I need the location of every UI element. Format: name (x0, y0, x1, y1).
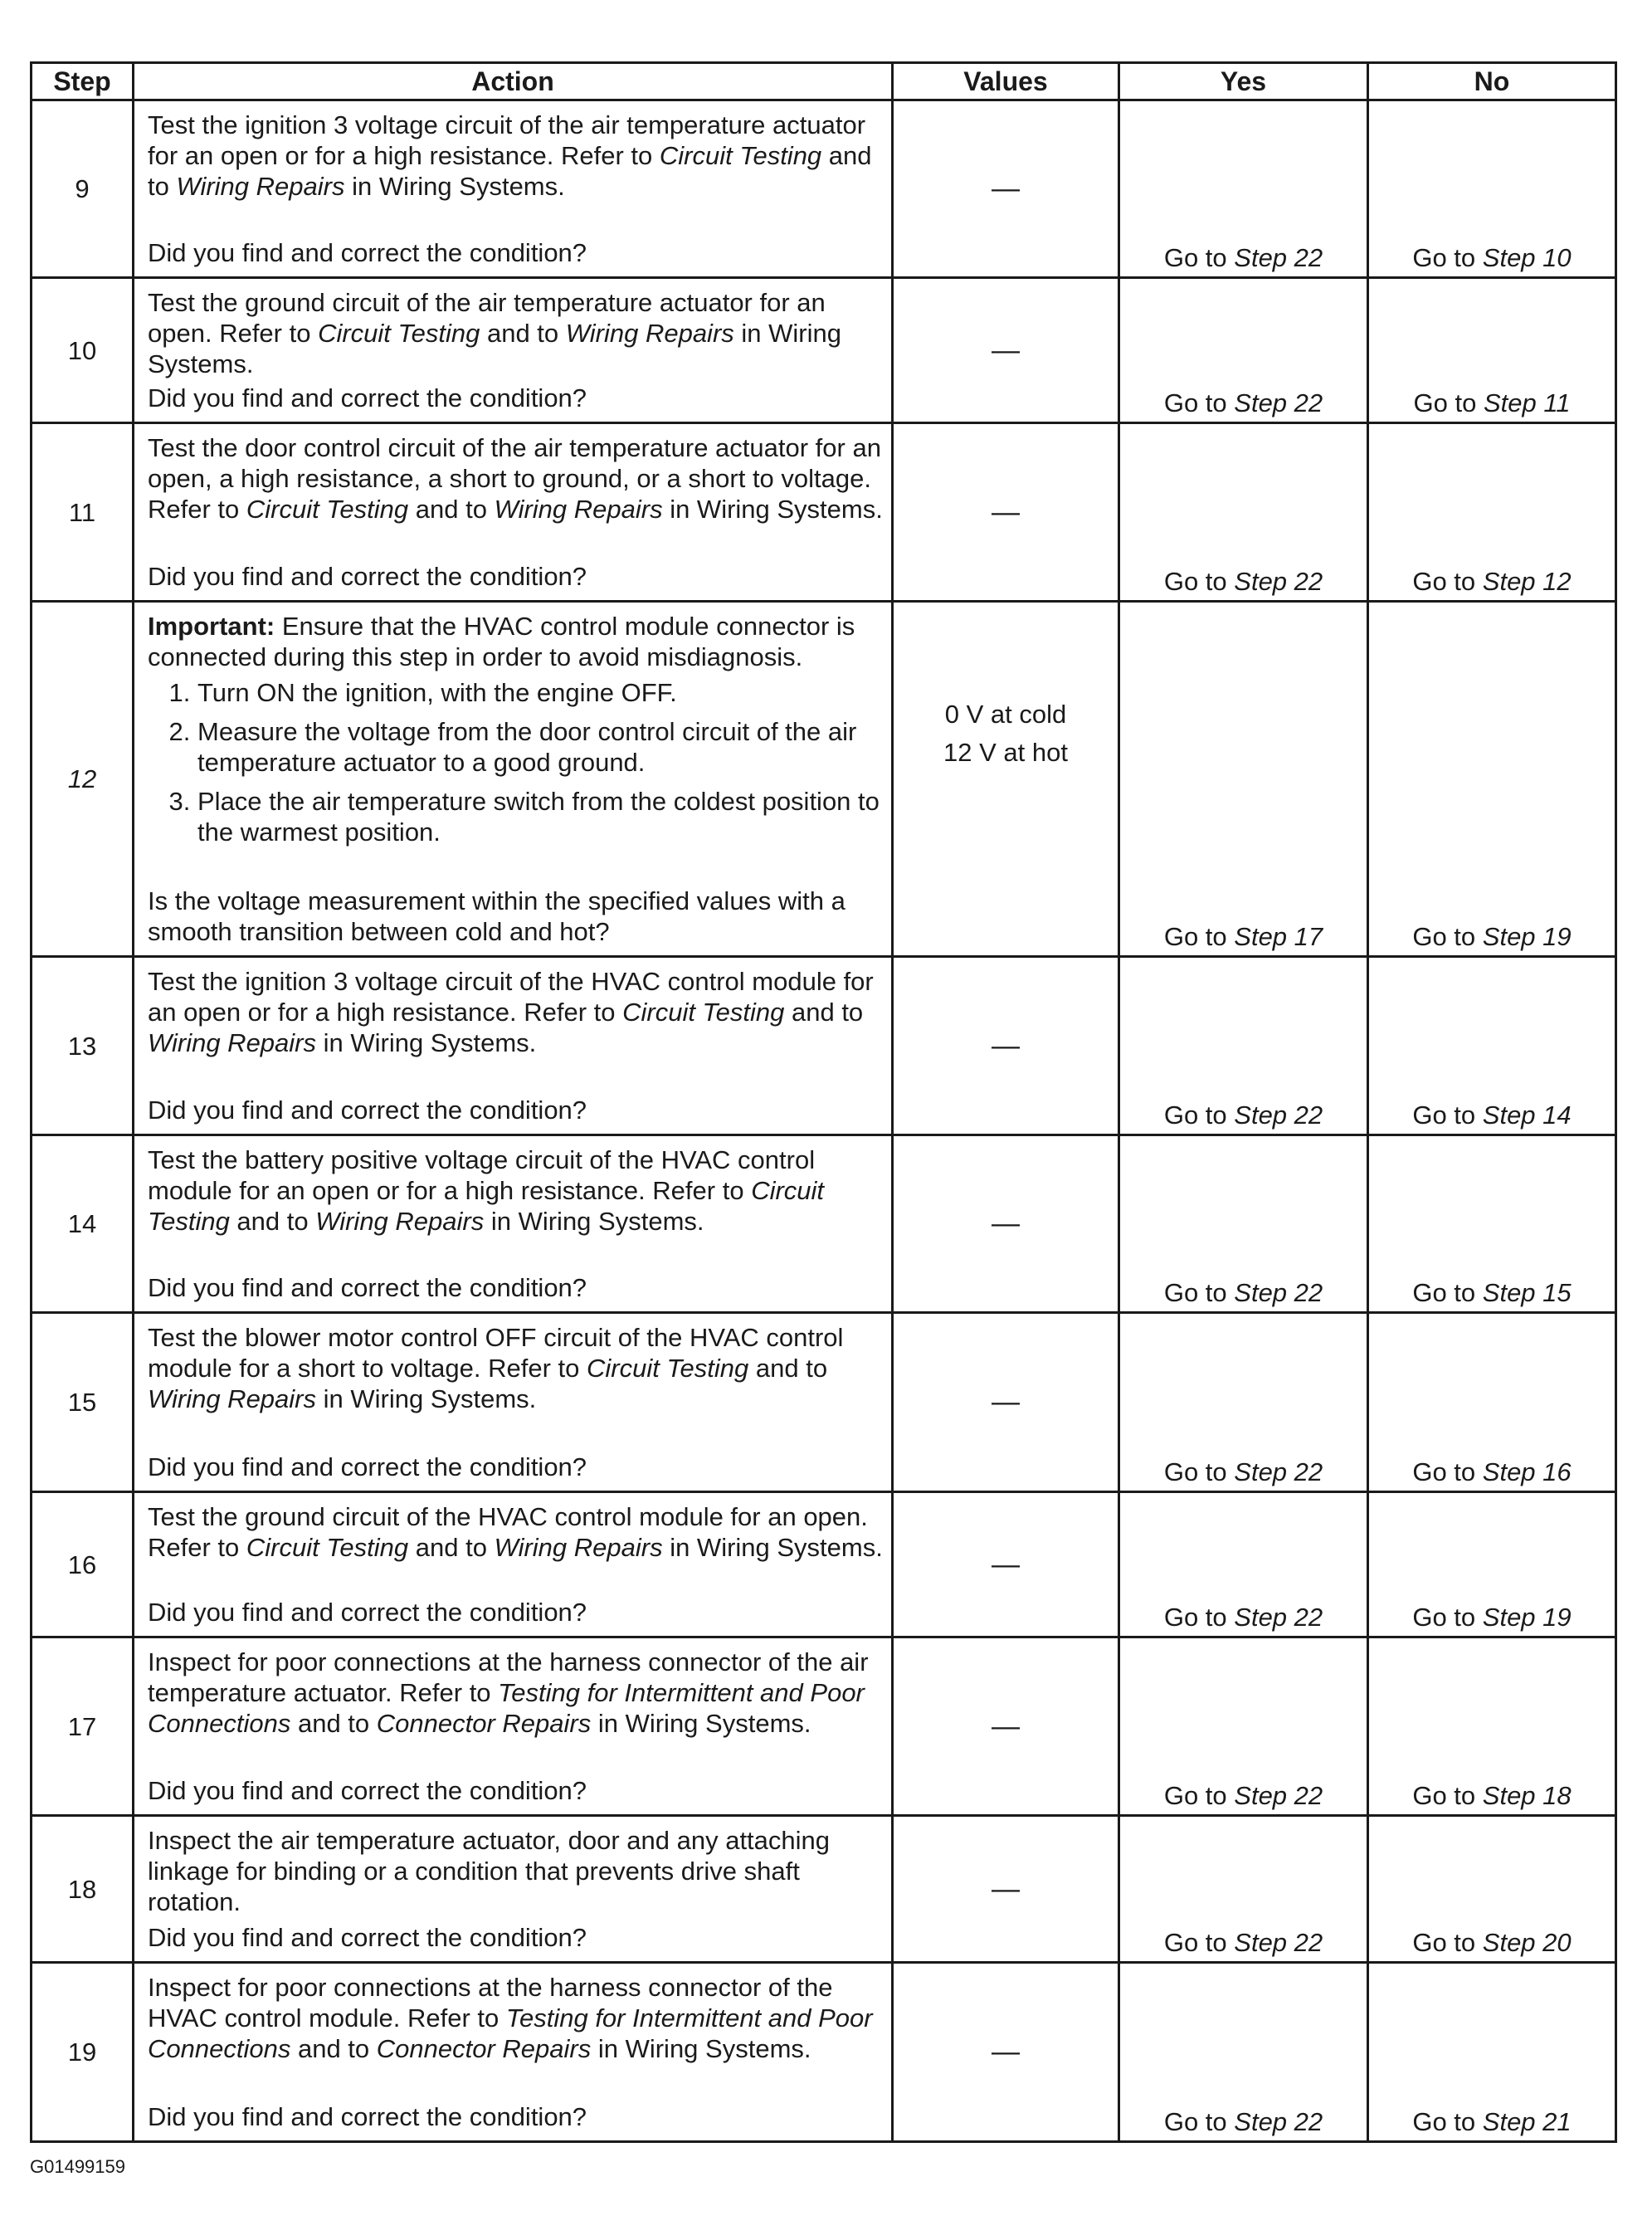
table-row (32, 957, 1616, 1135)
yes-goto-label: Go to (1163, 567, 1227, 596)
action-cell (134, 100, 893, 278)
no-cell (1368, 1492, 1616, 1637)
reference-link-text: Connector Repairs (376, 2034, 592, 2063)
action-cell (134, 1313, 893, 1492)
no-value-dash: — (992, 173, 1020, 204)
values-cell (893, 957, 1119, 1135)
step-number: 10 (32, 278, 134, 423)
action-content (148, 1501, 884, 1629)
yes-goto-step: Step 22 (1234, 2107, 1323, 2136)
header-values: Values (893, 63, 1119, 100)
action-content (148, 110, 884, 270)
no-goto-step: Step 20 (1482, 1928, 1572, 1957)
action-content (148, 611, 884, 949)
action-question: Did you find and correct the condition? (148, 1452, 587, 1481)
action-question: Did you find and correct the condition? (148, 2102, 587, 2131)
action-cell (134, 1492, 893, 1637)
reference-link-text: Circuit Testing (659, 141, 822, 170)
no-goto-label: Go to (1412, 243, 1476, 272)
values-cell (893, 1492, 1119, 1637)
step-number: 19 (32, 1963, 134, 2142)
no-cell (1368, 1637, 1616, 1816)
yes-cell (1119, 957, 1368, 1135)
reference-link-text: Wiring Repairs (565, 319, 734, 348)
diagnostic-table-container (30, 61, 1616, 2143)
table-header-row (32, 63, 1616, 100)
yes-goto-step: Step 22 (1234, 1457, 1323, 1486)
no-cell (1368, 423, 1616, 602)
action-question: Did you find and correct the condition? (148, 562, 587, 591)
substep-item: 2. Measure the voltage from the door control circuit of the air temperature actuator to a good ground. (197, 716, 884, 778)
no-value-dash: — (992, 1386, 1020, 1418)
action-content (148, 1144, 884, 1305)
header-step: Step (32, 63, 134, 100)
action-content (148, 432, 884, 593)
no-cell (1368, 1135, 1616, 1313)
step-number: 18 (32, 1816, 134, 1963)
step-number: 15 (32, 1313, 134, 1492)
reference-link-text: Circuit Testing (318, 319, 480, 348)
yes-cell (1119, 1492, 1368, 1637)
no-value-dash: — (992, 1872, 1020, 1905)
no-goto-label: Go to (1412, 1100, 1476, 1130)
action-text: Test the ground circuit of the HVAC control module for an open. Refer to Circuit Testing and to Wiring Repairs in Wiring Systems. (148, 1502, 883, 1562)
no-goto-label: Go to (1412, 567, 1476, 596)
values-cell (893, 100, 1119, 278)
yes-goto-step: Step 22 (1234, 1100, 1323, 1130)
no-cell (1368, 278, 1616, 423)
values-cell (893, 1816, 1119, 1963)
table-row (32, 278, 1616, 423)
action-cell (134, 278, 893, 423)
values-cell (893, 1313, 1119, 1492)
no-value-dash: — (992, 334, 1020, 366)
no-goto-step: Step 18 (1482, 1781, 1572, 1810)
values-cell (893, 1135, 1119, 1313)
action-text: Test the ground circuit of the air temperature actuator for an open. Refer to Circuit Testing and to Wiring Repairs in Wiring Systems. (148, 288, 841, 378)
action-text: Test the battery positive voltage circuit of the HVAC control module for an open or for a high resistance. Refer to Circuit Testing and to Wiring Repairs in Wiring Systems. (148, 1145, 825, 1236)
no-goto-label: Go to (1412, 1603, 1476, 1632)
action-question: Did you find and correct the condition? (148, 238, 587, 267)
reference-link-text: Wiring Repairs (176, 172, 345, 201)
reference-link-text: Circuit Testing (587, 1354, 749, 1383)
reference-link-text: Circuit Testing (246, 495, 409, 524)
action-cell (134, 1135, 893, 1313)
table-row (32, 100, 1616, 278)
action-question: Did you find and correct the condition? (148, 1096, 587, 1125)
action-cell (134, 602, 893, 957)
no-cell (1368, 1816, 1616, 1963)
no-goto-label: Go to (1412, 1278, 1476, 1307)
substep-item: 3. Place the air temperature switch from the coldest position to the warmest position. (197, 786, 884, 847)
step-number: 17 (32, 1637, 134, 1816)
reference-link-text: Wiring Repairs (494, 495, 663, 524)
action-content (148, 287, 884, 415)
no-goto-label: Go to (1412, 1781, 1476, 1810)
yes-goto-step: Step 22 (1234, 1278, 1323, 1307)
action-text: Inspect for poor connections at the harness connector of the HVAC control module. Refer to Testing for Intermittent and Poor Connections and to Connector Repairs in Wiring Systems. (148, 1973, 873, 2063)
no-value-dash: — (992, 1208, 1020, 1239)
no-cell (1368, 100, 1616, 278)
no-goto-label: Go to (1412, 2107, 1476, 2136)
important-text: Ensure that the HVAC control module connector is connected during this step in order to avoid misdiagnosis. (148, 612, 855, 671)
action-text: Test the ignition 3 voltage circuit of the air temperature actuator for an open or for a high resistance. Refer to Circuit Testing and to Wiring Repairs in Wiring Systems. (148, 110, 872, 201)
substep-item: 1. Turn ON the ignition, with the engine OFF. (197, 677, 884, 708)
yes-goto-step: Step 22 (1234, 567, 1323, 596)
yes-goto-label: Go to (1163, 243, 1227, 272)
table-row (32, 1492, 1616, 1637)
action-cell (134, 957, 893, 1135)
table-row (32, 1313, 1616, 1492)
substep-list (148, 677, 884, 847)
no-cell (1368, 1313, 1616, 1492)
no-goto-step: Step 19 (1482, 922, 1572, 951)
yes-goto-label: Go to (1163, 1781, 1227, 1810)
no-goto-step: Step 21 (1482, 2107, 1572, 2136)
no-goto-step: Step 12 (1482, 567, 1572, 596)
no-cell (1368, 957, 1616, 1135)
action-content (148, 1825, 884, 1955)
table-row (32, 423, 1616, 602)
yes-cell (1119, 1816, 1368, 1963)
table-row (32, 1135, 1616, 1313)
yes-cell (1119, 1637, 1368, 1816)
reference-link-text: Connector Repairs (376, 1709, 592, 1738)
value-text: 12 V at hot (943, 737, 1068, 767)
no-cell (1368, 602, 1616, 957)
step-number: 9 (32, 100, 134, 278)
yes-cell (1119, 1313, 1368, 1492)
action-text: Test the ignition 3 voltage circuit of the HVAC control module for an open or for a high resistance. Refer to Circuit Testing and to Wiring Repairs in Wiring Systems. (148, 967, 874, 1057)
table-row (32, 1816, 1616, 1963)
action-content (148, 966, 884, 1127)
yes-goto-label: Go to (1163, 922, 1227, 951)
no-value-dash: — (992, 1710, 1020, 1742)
header-action: Action (134, 63, 893, 100)
values-cell (893, 278, 1119, 423)
yes-goto-step: Step 22 (1234, 1781, 1323, 1810)
yes-goto-step: Step 22 (1234, 1928, 1323, 1957)
reference-link-text: Wiring Repairs (315, 1207, 485, 1236)
yes-goto-label: Go to (1163, 2107, 1227, 2136)
step-number: 12 (32, 602, 134, 957)
action-cell (134, 1816, 893, 1963)
important-note (148, 611, 884, 672)
action-content (148, 1322, 884, 1484)
no-goto-step: Step 19 (1482, 1603, 1572, 1632)
yes-cell (1119, 1135, 1368, 1313)
yes-goto-label: Go to (1163, 1603, 1227, 1632)
action-text: Test the door control circuit of the air temperature actuator for an open, a high resistance, a short to ground, or a short to voltage. Refer to Circuit Testing and to Wiring Repairs in Wiring Systems. (148, 433, 883, 524)
action-question: Did you find and correct the condition? (148, 1923, 587, 1952)
important-label: Important: (148, 612, 275, 641)
yes-goto-label: Go to (1163, 1928, 1227, 1957)
no-goto-label: Go to (1412, 1457, 1476, 1486)
values-cell (893, 1637, 1119, 1816)
yes-goto-step: Step 22 (1234, 1603, 1323, 1632)
no-goto-step: Step 15 (1482, 1278, 1572, 1307)
yes-goto-step: Step 22 (1234, 243, 1323, 272)
step-number: 13 (32, 957, 134, 1135)
no-value-dash: — (992, 495, 1020, 528)
no-goto-step: Step 14 (1482, 1100, 1572, 1130)
figure-id: G01499159 (30, 2156, 125, 2177)
no-goto-label: Go to (1412, 1928, 1476, 1957)
no-goto-step: Step 16 (1482, 1457, 1572, 1486)
action-question: Did you find and correct the condition? (148, 1776, 587, 1805)
action-cell (134, 423, 893, 602)
reference-link-text: Circuit Testing (148, 1176, 825, 1236)
action-text: Test the blower motor control OFF circuit of the HVAC control module for a short to voltage. Refer to Circuit Testing and to Wiring Repairs in Wiring Systems. (148, 1323, 844, 1413)
reference-link-text: Testing for Intermittent and Poor Connections (148, 2003, 873, 2063)
step-number: 16 (32, 1492, 134, 1637)
action-question: Did you find and correct the condition? (148, 1273, 587, 1302)
reference-link-text: Wiring Repairs (148, 1028, 316, 1057)
action-question: Did you find and correct the condition? (148, 383, 587, 412)
no-goto-step: Step 11 (1483, 388, 1571, 417)
value-text: 0 V at cold (944, 699, 1067, 729)
diagnostic-table (30, 61, 1617, 2143)
reference-link-text: Circuit Testing (246, 1533, 409, 1562)
yes-cell (1119, 1963, 1368, 2142)
yes-goto-label: Go to (1163, 1278, 1227, 1307)
yes-goto-label: Go to (1163, 1100, 1227, 1130)
reference-link-text: Wiring Repairs (148, 1384, 316, 1413)
action-cell (134, 1963, 893, 2142)
yes-goto-label: Go to (1163, 388, 1227, 417)
yes-cell (1119, 100, 1368, 278)
header-yes: Yes (1119, 63, 1368, 100)
step-number: 14 (32, 1135, 134, 1313)
action-question: Did you find and correct the condition? (148, 1598, 587, 1627)
action-text: Inspect for poor connections at the harness connector of the air temperature actuator. Refer to Testing for Intermittent and Poor Connections and to Connector Repairs in Wiring Systems. (148, 1647, 869, 1738)
reference-link-text: Wiring Repairs (494, 1533, 663, 1562)
no-value-dash: — (992, 1548, 1020, 1580)
values-list (894, 695, 1118, 772)
reference-link-text: Testing for Intermittent and Poor Connections (148, 1678, 865, 1738)
yes-cell (1119, 602, 1368, 957)
table-row (32, 1637, 1616, 1816)
table-row (32, 602, 1616, 957)
yes-cell (1119, 423, 1368, 602)
step-number: 11 (32, 423, 134, 602)
no-value-dash: — (992, 1029, 1020, 1061)
table-row (32, 1963, 1616, 2142)
action-content (148, 1647, 884, 1808)
header-no: No (1368, 63, 1616, 100)
action-cell (134, 1637, 893, 1816)
no-value-dash: — (992, 2036, 1020, 2067)
no-cell (1368, 1963, 1616, 2142)
no-goto-label: Go to (1413, 388, 1477, 417)
yes-goto-step: Step 22 (1234, 388, 1323, 417)
action-text: Inspect the air temperature actuator, door and any attaching linkage for binding or a condition that prevents drive shaft rotation. (148, 1826, 831, 1916)
yes-cell (1119, 278, 1368, 423)
values-cell (893, 1963, 1119, 2142)
no-goto-label: Go to (1412, 922, 1476, 951)
no-goto-step: Step 10 (1482, 243, 1572, 272)
yes-goto-label: Go to (1163, 1457, 1227, 1486)
action-content (148, 1972, 884, 2134)
values-cell (893, 423, 1119, 602)
table-body (32, 100, 1616, 2142)
action-question: Is the voltage measurement within the specified values with a smooth transition between cold and hot? (148, 886, 845, 946)
yes-goto-step: Step 17 (1234, 922, 1323, 951)
values-cell (893, 602, 1119, 957)
reference-link-text: Circuit Testing (622, 998, 785, 1027)
